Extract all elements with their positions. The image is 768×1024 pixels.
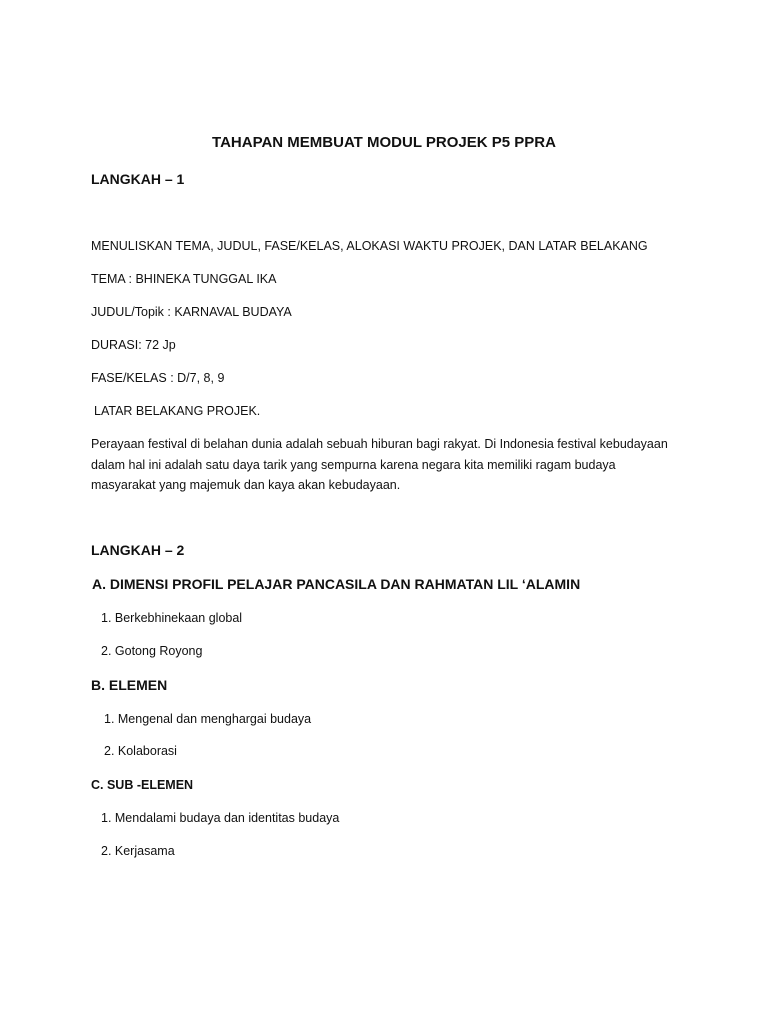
latar-line: masyarakat yang majemuk dan kaya akan kebudayaan. xyxy=(91,478,401,492)
section-a-item: 2. Gotong Royong xyxy=(101,644,203,658)
fase-line: FASE/KELAS : D/7, 8, 9 xyxy=(91,371,225,385)
section-b-heading: B. ELEMEN xyxy=(91,677,168,693)
section-c-item: 1. Mendalami budaya dan identitas budaya xyxy=(101,811,340,825)
latar-heading: LATAR BELAKANG PROJEK. xyxy=(94,404,261,418)
step1-intro: MENULISKAN TEMA, JUDUL, FASE/KELAS, ALOKASI WAKTU PROJEK, DAN LATAR BELAKANG xyxy=(91,239,648,253)
tema-line: TEMA : BHINEKA TUNGGAL IKA xyxy=(91,272,277,286)
section-b-item: 1. Mengenal dan menghargai budaya xyxy=(104,712,312,726)
step1-heading: LANGKAH – 1 xyxy=(91,171,185,187)
section-b-item: 2. Kolaborasi xyxy=(104,744,177,758)
section-a-heading: A. DIMENSI PROFIL PELAJAR PANCASILA DAN RAHMATAN LIL ‘ALAMIN xyxy=(92,576,581,592)
latar-line: dalam hal ini adalah satu daya tarik yang sempurna karena negara kita memiliki ragam budaya xyxy=(91,457,616,472)
judul-line: JUDUL/Topik : KARNAVAL BUDAYA xyxy=(91,305,292,319)
document-title: TAHAPAN MEMBUAT MODUL PROJEK P5 PPRA xyxy=(212,134,556,151)
latar-line: Perayaan festival di belahan dunia adalah sebuah hiburan bagi rakyat. Di Indonesia festival kebudayaan xyxy=(91,437,668,451)
section-c-item: 2. Kerjasama xyxy=(101,844,175,858)
durasi-line: DURASI: 72 Jp xyxy=(91,338,176,352)
step2-heading: LANGKAH – 2 xyxy=(91,542,185,558)
section-a-item: 1. Berkebhinekaan global xyxy=(101,611,243,625)
section-c-heading: C. SUB -ELEMEN xyxy=(91,778,194,792)
latar-paragraph xyxy=(91,434,681,496)
